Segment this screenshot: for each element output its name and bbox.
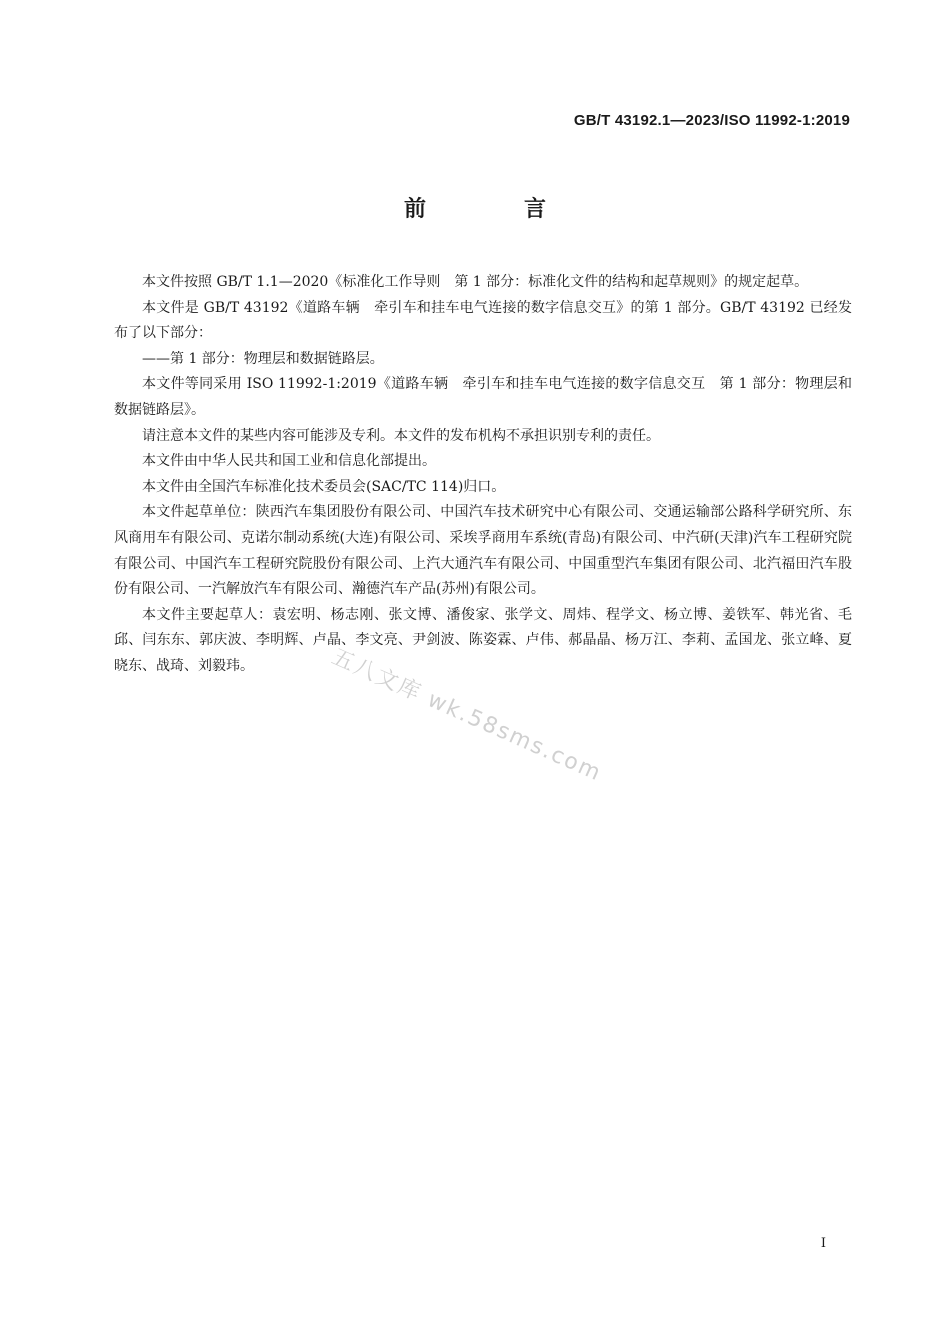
paragraph-published-part: ——第 1 部分：物理层和数据链路层。: [142, 350, 384, 367]
page-title: 前 言: [403, 197, 584, 222]
paragraph-drafting-rules: 本文件按照 GB/T 1.1—2020《标准化工作导则 第 1 部分：标准化文件的结构和起草规则》的规定起草。: [142, 274, 809, 290]
standard-code: GB/T 43192.1—2023/ISO 11992-1:2019: [573, 112, 850, 129]
page-number: I: [820, 1236, 826, 1251]
paragraph-drafters: 本文件主要起草人：袁宏明、杨志刚、张文博、潘俊家、张学文、周炜、程学文、杨立博、姜铁军、韩光省、毛邱、闫东东、郭庆波、李明辉、卢晶、李文亮、尹剑波、陈姿霖、卢伟、郝晶晶、杨万江、李莉、孟国龙、张立峰、夏晓东、战琦、刘毅玮。: [114, 606, 852, 674]
paragraph-under-jurisdiction: 本文件由全国汽车标准化技术委员会(SAC/TC 114)归口。: [142, 478, 506, 495]
paragraph-adoption: 本文件等同采用 ISO 11992-1:2019《道路车辆 牵引车和挂车电气连接的数字信息交互 第 1 部分：物理层和数据链路层》。: [114, 376, 852, 418]
paragraph-patent-notice: 请注意本文件的某些内容可能涉及专利。本文件的发布机构不承担识别专利的责任。: [142, 427, 660, 444]
paragraph-part-of-series: 本文件是 GB/T 43192《道路车辆 牵引车和挂车电气连接的数字信息交互》的第 1 部分。GB/T 43192 已经发布了以下部分：: [114, 299, 852, 342]
watermark: 五八文库 wk.58sms.com: [327, 644, 606, 787]
paragraph-proposed-by: 本文件由中华人民共和国工业和信息化部提出。: [142, 453, 436, 470]
paragraph-drafting-units: 本文件起草单位：陕西汽车集团股份有限公司、中国汽车技术研究中心有限公司、交通运输部公路科学研究所、东风商用车有限公司、克诺尔制动系统(大连)有限公司、采埃孚商用车系统(青岛)有限公司、中汽研(天津)汽车工程研究院有限公司、中国汽车工程研究院股份有限公司、上汽大通汽车有限公司、中国重型汽车集团有限公司、北汽福田汽车股份有限公司、一汽解放汽车有限公司、瀚德汽车产品(苏州)有限公司。: [114, 504, 852, 598]
foreword-body: [114, 270, 852, 680]
